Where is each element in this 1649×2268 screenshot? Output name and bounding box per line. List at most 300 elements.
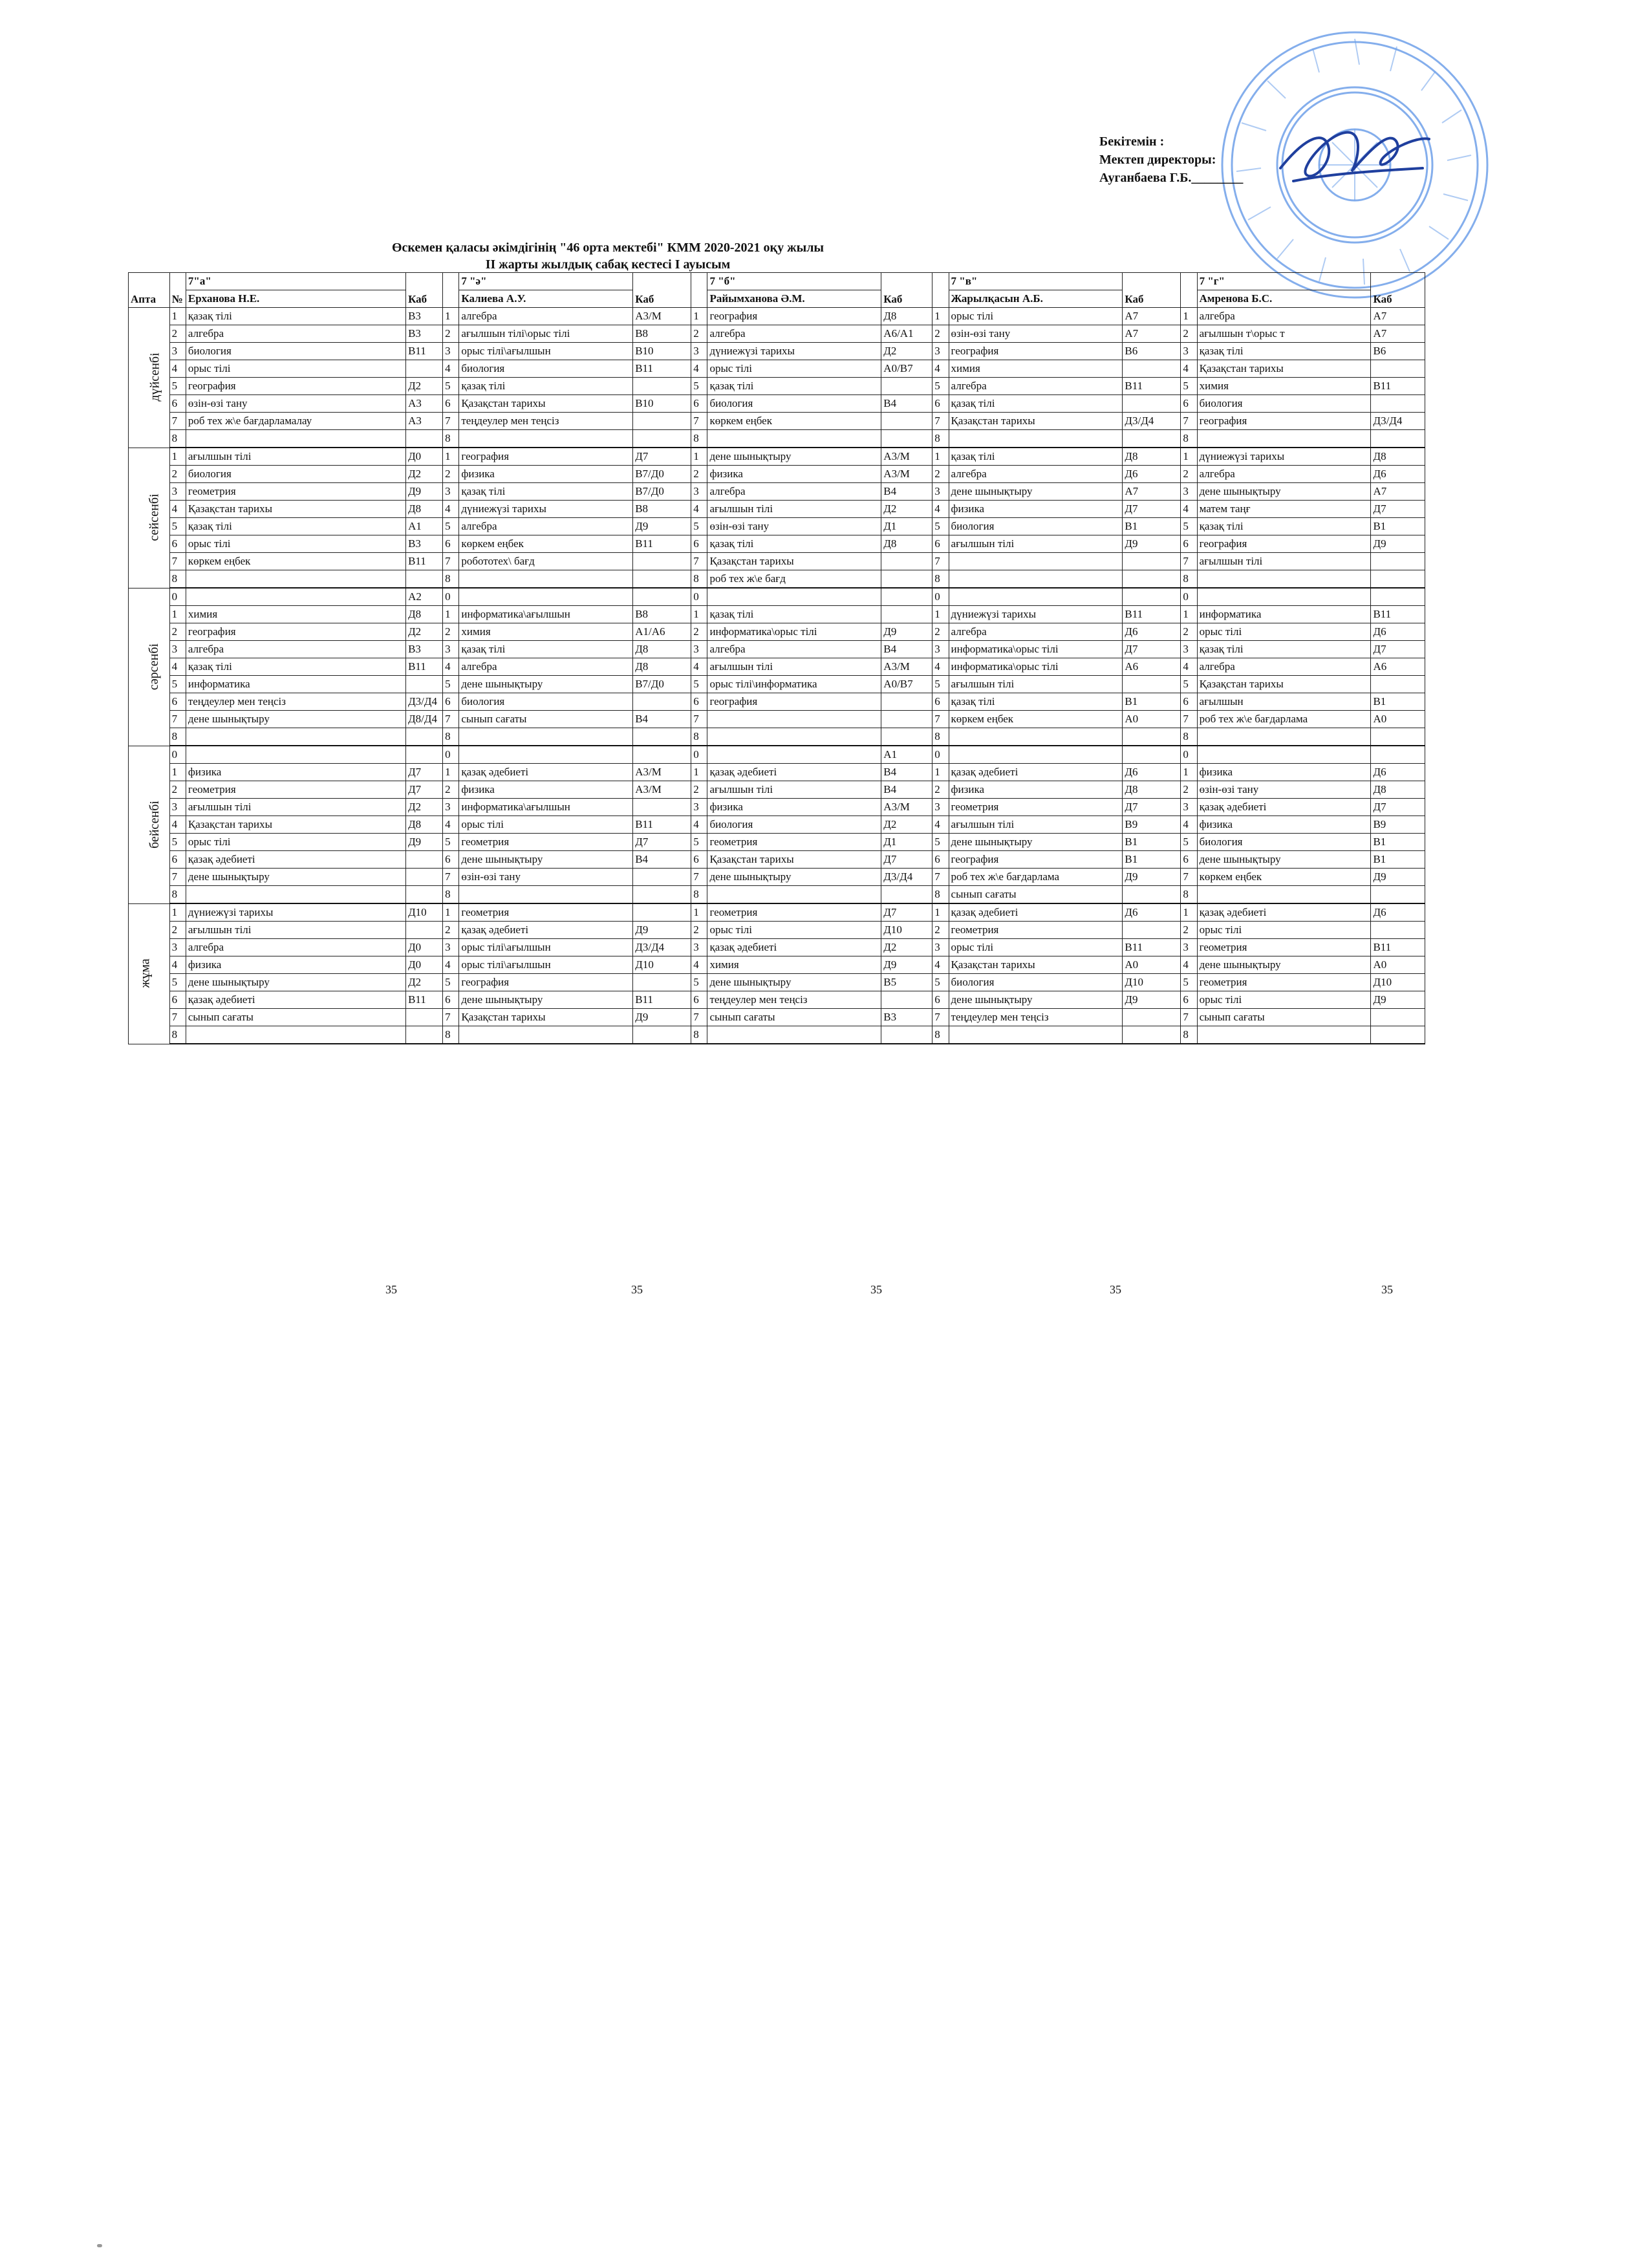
subject-cell: дене шынықтыру (1197, 483, 1371, 501)
room-cell: Д2 (881, 343, 932, 360)
approval-line-2: Мектеп директоры: (1099, 153, 1216, 167)
lesson-number: 1 (932, 308, 949, 325)
lesson-number: 7 (1181, 1009, 1197, 1026)
lesson-number: 0 (932, 746, 949, 764)
subject-cell: сынып сағаты (949, 886, 1123, 904)
subject-cell: өзін-өзі тану (186, 395, 405, 413)
subject-cell: физика (949, 501, 1123, 518)
subject-cell: қазақ әдебиеті (707, 764, 881, 781)
subject-cell: теңдеулер мен теңсіз (186, 693, 405, 711)
subject-cell: сынып сағаты (186, 1009, 405, 1026)
room-cell: В4 (881, 764, 932, 781)
room-column-header: Каб (406, 273, 443, 308)
lesson-number: 5 (169, 974, 186, 991)
lesson-number: 2 (691, 781, 707, 799)
lesson-number: 6 (691, 991, 707, 1009)
room-cell (633, 588, 691, 606)
room-cell: В7/Д0 (633, 676, 691, 693)
table-row (129, 781, 1425, 799)
room-cell: Д10 (1371, 974, 1425, 991)
lesson-number: 0 (443, 588, 459, 606)
room-cell (406, 886, 443, 904)
lesson-number: 1 (1181, 764, 1197, 781)
subject-cell: қазақ әдебиеті (186, 991, 405, 1009)
room-cell: Д10 (406, 903, 443, 922)
room-cell: В3 (881, 1009, 932, 1026)
room-cell: В4 (881, 641, 932, 658)
lesson-number: 2 (932, 623, 949, 641)
subject-cell: информатика (1197, 606, 1371, 623)
lesson-number: 6 (1181, 395, 1197, 413)
subject-cell: матем таңғ (1197, 501, 1371, 518)
subject-cell: орыс тілі\информатика (707, 676, 881, 693)
room-cell (633, 728, 691, 746)
subject-cell: теңдеулер мен теңсіз (459, 413, 633, 430)
room-cell (633, 570, 691, 589)
table-row (129, 325, 1425, 343)
room-cell (406, 1026, 443, 1044)
total-7g: 35 (1381, 1283, 1393, 1296)
room-cell: Д0 (406, 448, 443, 466)
lesson-number: 1 (1181, 606, 1197, 623)
room-cell: В4 (881, 395, 932, 413)
subject-cell: ағылшын тілі (1197, 553, 1371, 570)
lesson-number: 4 (932, 816, 949, 834)
subject-cell: қазақ әдебиеті (949, 903, 1123, 922)
room-cell: Д6 (1123, 466, 1181, 483)
lesson-number: 2 (443, 466, 459, 483)
lesson-number: 5 (932, 834, 949, 851)
lesson-number: 5 (691, 834, 707, 851)
lesson-number: 6 (932, 693, 949, 711)
lesson-number: 3 (691, 799, 707, 816)
subject-cell: алгебра (459, 308, 633, 325)
lesson-number-header (443, 273, 459, 308)
room-cell: В8 (633, 325, 691, 343)
subject-cell: география (707, 308, 881, 325)
subject-cell: ағылшын тілі (949, 676, 1123, 693)
room-cell (881, 413, 932, 430)
subject-cell: орыс тілі (186, 535, 405, 553)
class-name-header: 7 "б" (707, 273, 881, 290)
subject-cell: химия (949, 360, 1123, 378)
lesson-number: 1 (443, 448, 459, 466)
table-row (129, 535, 1425, 553)
lesson-number: 1 (169, 903, 186, 922)
subject-cell: орыс тілі (949, 308, 1123, 325)
lesson-number: 3 (691, 641, 707, 658)
lesson-number: 0 (443, 746, 459, 764)
lesson-number: 7 (443, 1009, 459, 1026)
room-cell: Д9 (1123, 869, 1181, 886)
lesson-number: 7 (169, 1009, 186, 1026)
lesson-number: 8 (1181, 886, 1197, 904)
room-cell: А7 (1371, 483, 1425, 501)
lesson-number: 7 (443, 413, 459, 430)
lesson-number: 3 (169, 483, 186, 501)
room-cell: А0 (1123, 711, 1181, 728)
subject-cell: геометрия (949, 922, 1123, 939)
table-row (129, 834, 1425, 851)
lesson-number: 6 (443, 851, 459, 869)
room-cell: Д8 (633, 641, 691, 658)
room-cell: А0 (1123, 956, 1181, 974)
room-cell: Д8 (633, 658, 691, 676)
subject-cell: география (186, 378, 405, 395)
room-cell: Д7 (633, 448, 691, 466)
table-row (129, 693, 1425, 711)
lesson-number: 4 (169, 816, 186, 834)
room-cell (1123, 922, 1181, 939)
lesson-number: 2 (169, 781, 186, 799)
room-cell: В11 (1371, 939, 1425, 956)
subject-cell: физика (707, 799, 881, 816)
subject-cell: қазақ тілі (459, 641, 633, 658)
subject-cell: қазақ тілі (459, 483, 633, 501)
subject-cell: география (459, 448, 633, 466)
room-column-header: Каб (881, 273, 932, 308)
lesson-number: 6 (691, 395, 707, 413)
lesson-number: 7 (691, 553, 707, 570)
subject-cell: дене шынықтыру (1197, 851, 1371, 869)
subject-cell: алгебра (707, 325, 881, 343)
room-cell: В5 (881, 974, 932, 991)
subject-cell: биология (707, 816, 881, 834)
lesson-number: 7 (691, 711, 707, 728)
subject-cell: Қазақстан тарихы (1197, 676, 1371, 693)
room-cell: В1 (1123, 851, 1181, 869)
room-cell: В3 (406, 308, 443, 325)
lesson-number: 4 (443, 956, 459, 974)
subject-cell: дене шынықтыру (186, 711, 405, 728)
room-cell: В3 (406, 535, 443, 553)
lesson-number: 3 (691, 939, 707, 956)
lesson-number: 3 (691, 483, 707, 501)
room-cell: Д3/Д4 (881, 869, 932, 886)
lesson-number: 1 (691, 308, 707, 325)
room-cell: Д9 (406, 483, 443, 501)
lesson-number: 8 (1181, 570, 1197, 589)
room-cell: Д6 (1371, 903, 1425, 922)
lesson-number: 3 (932, 939, 949, 956)
room-cell: Д9 (881, 956, 932, 974)
subject-cell: қазақ әдебиеті (1197, 903, 1371, 922)
lesson-number: 5 (169, 378, 186, 395)
subject-cell: қазақ тілі (707, 606, 881, 623)
room-cell: Д7 (881, 851, 932, 869)
lesson-number: 2 (691, 623, 707, 641)
room-cell: А7 (1123, 308, 1181, 325)
lesson-number: 7 (443, 869, 459, 886)
room-cell: Д7 (1371, 799, 1425, 816)
subject-cell: алгебра (459, 658, 633, 676)
subject-cell: ағылшын тілі (949, 816, 1123, 834)
lesson-number: 8 (932, 728, 949, 746)
room-cell: А0 (1371, 956, 1425, 974)
lesson-number: 0 (691, 588, 707, 606)
class-name-header: 7 "г" (1197, 273, 1371, 290)
room-cell (881, 886, 932, 904)
room-cell: В1 (1371, 693, 1425, 711)
lesson-number: 8 (691, 430, 707, 448)
subject-cell: орыс тілі\ағылшын (459, 343, 633, 360)
lesson-number: 0 (932, 588, 949, 606)
room-cell (881, 570, 932, 589)
subject-cell: Қазақстан тарихы (186, 501, 405, 518)
subject-cell: ағылшын т\орыс т (1197, 325, 1371, 343)
lesson-number: 3 (932, 483, 949, 501)
room-cell: Д9 (633, 518, 691, 535)
table-row (129, 483, 1425, 501)
lesson-number: 6 (169, 395, 186, 413)
table-row (129, 395, 1425, 413)
room-cell: Д3/Д4 (1123, 413, 1181, 430)
room-cell: В6 (1123, 343, 1181, 360)
subject-cell: Қазақстан тарихы (949, 956, 1123, 974)
lesson-number: 5 (169, 834, 186, 851)
lesson-number: 7 (932, 869, 949, 886)
room-cell: В8 (633, 501, 691, 518)
subject-cell: қазақ тілі (186, 518, 405, 535)
approval-block (1099, 133, 1243, 187)
room-cell (1123, 588, 1181, 606)
subject-cell: алгебра (1197, 658, 1371, 676)
subject-cell: сынып сағаты (707, 1009, 881, 1026)
lesson-number: 8 (932, 886, 949, 904)
table-row (129, 816, 1425, 834)
subject-cell: физика (186, 764, 405, 781)
total-7ae: 35 (631, 1283, 643, 1296)
lesson-number: 8 (443, 1026, 459, 1044)
room-cell: А3 (406, 395, 443, 413)
lesson-number: 7 (932, 711, 949, 728)
lesson-number: 6 (443, 693, 459, 711)
lesson-number: 5 (443, 518, 459, 535)
lesson-number: 7 (691, 869, 707, 886)
subject-cell: дене шынықтыру (707, 869, 881, 886)
lesson-number: 2 (691, 466, 707, 483)
lesson-number: 8 (169, 886, 186, 904)
subject-cell: биология (949, 974, 1123, 991)
subject-cell: орыс тілі (186, 360, 405, 378)
room-cell: Д2 (406, 799, 443, 816)
room-cell: В11 (406, 991, 443, 1009)
table-row (129, 430, 1425, 448)
subject-cell: дене шынықтыру (707, 448, 881, 466)
subject-cell (459, 1026, 633, 1044)
lesson-number: 0 (1181, 746, 1197, 764)
lesson-number: 6 (443, 535, 459, 553)
subject-cell: информатика\орыс тілі (707, 623, 881, 641)
room-cell (1371, 728, 1425, 746)
subject-cell: алгебра (707, 483, 881, 501)
director-name: Ауганбаева Г.Б. (1099, 171, 1192, 185)
lesson-number: 3 (932, 343, 949, 360)
lesson-number: 5 (1181, 676, 1197, 693)
subject-cell: физика (186, 956, 405, 974)
room-cell: В11 (633, 816, 691, 834)
lesson-number: 5 (169, 518, 186, 535)
room-cell (1123, 886, 1181, 904)
lesson-number-header (691, 273, 707, 308)
room-cell: В9 (1123, 816, 1181, 834)
lesson-number: 6 (443, 991, 459, 1009)
subject-cell: дене шынықтыру (949, 483, 1123, 501)
lesson-number: 1 (932, 448, 949, 466)
class-name-header: 7 "в" (949, 273, 1123, 290)
lesson-number: 7 (1181, 711, 1197, 728)
subject-cell: биология (186, 466, 405, 483)
subject-cell: орыс тілі (1197, 991, 1371, 1009)
lesson-number: 2 (1181, 325, 1197, 343)
room-cell (633, 693, 691, 711)
room-cell: Д7 (406, 781, 443, 799)
room-cell: Д9 (881, 623, 932, 641)
lesson-number: 3 (169, 641, 186, 658)
room-cell: В9 (1371, 816, 1425, 834)
room-cell (406, 1009, 443, 1026)
subject-cell (186, 570, 405, 589)
subject-cell: өзін-өзі тану (459, 869, 633, 886)
lesson-number: 2 (169, 325, 186, 343)
subject-cell (707, 430, 881, 448)
lesson-number: 1 (443, 308, 459, 325)
subject-cell: дене шынықтыру (459, 851, 633, 869)
room-cell: Д8/Д4 (406, 711, 443, 728)
lesson-number: 7 (691, 1009, 707, 1026)
lesson-number: 2 (169, 466, 186, 483)
room-cell (1371, 746, 1425, 764)
lesson-number: 1 (691, 764, 707, 781)
room-cell: В1 (1371, 834, 1425, 851)
lesson-number: 4 (932, 501, 949, 518)
subject-cell (459, 746, 633, 764)
room-cell: Д7 (406, 764, 443, 781)
room-cell: А0/В7 (881, 360, 932, 378)
weekday-label: бейсенбі (147, 800, 162, 848)
lesson-number: 3 (169, 939, 186, 956)
room-cell: А3/М (881, 466, 932, 483)
room-cell (1371, 570, 1425, 589)
subject-cell: химия (1197, 378, 1371, 395)
subject-cell: информатика\ағылшын (459, 799, 633, 816)
lesson-number: 6 (932, 991, 949, 1009)
subject-cell (707, 728, 881, 746)
lesson-number: 2 (1181, 781, 1197, 799)
lesson-number: 2 (932, 466, 949, 483)
subject-cell: дүниежүзі тарихы (459, 501, 633, 518)
room-cell: Д3/Д4 (406, 693, 443, 711)
subject-cell: роб тех ж\е бағд (707, 570, 881, 589)
lesson-number: 4 (1181, 816, 1197, 834)
subject-cell: география (707, 693, 881, 711)
weekday-label: дүйсенбі (147, 352, 162, 402)
subject-cell: дене шынықтыру (1197, 956, 1371, 974)
lesson-number: 1 (1181, 308, 1197, 325)
class-teacher-header: Райымханова Ә.М. (707, 290, 881, 308)
room-cell: А3/М (881, 658, 932, 676)
subject-cell: орыс тілі (1197, 623, 1371, 641)
lesson-number: 1 (932, 903, 949, 922)
room-cell: А1/А6 (633, 623, 691, 641)
lesson-number: 8 (1181, 430, 1197, 448)
room-cell (406, 746, 443, 764)
room-cell (881, 693, 932, 711)
class-name-header: 7 "ә" (459, 273, 633, 290)
subject-cell: ағылшын тілі\орыс тілі (459, 325, 633, 343)
subject-cell (186, 746, 405, 764)
room-cell: В11 (633, 360, 691, 378)
room-cell (633, 378, 691, 395)
subject-cell: қазақ әдебиеті (1197, 799, 1371, 816)
room-cell: Д7 (1123, 641, 1181, 658)
subject-cell: роб тех ж\е бағдарламалау (186, 413, 405, 430)
lesson-number: 7 (1181, 553, 1197, 570)
room-cell: В11 (1123, 378, 1181, 395)
lesson-number: 2 (169, 623, 186, 641)
table-row (129, 799, 1425, 816)
room-cell: А7 (1123, 483, 1181, 501)
lesson-number: 5 (1181, 974, 1197, 991)
room-cell: Д1 (881, 518, 932, 535)
room-cell (633, 1026, 691, 1044)
table-row (129, 658, 1425, 676)
signature-underline: ________ (1191, 171, 1244, 185)
room-cell (1371, 588, 1425, 606)
lesson-number: 0 (169, 746, 186, 764)
lesson-number: 7 (169, 553, 186, 570)
lesson-number: 2 (169, 922, 186, 939)
lesson-number: 5 (1181, 834, 1197, 851)
lesson-number: 4 (443, 816, 459, 834)
table-row (129, 308, 1425, 325)
room-cell (881, 378, 932, 395)
subject-cell: көркем еңбек (949, 711, 1123, 728)
lesson-number: 5 (443, 974, 459, 991)
lesson-number: 2 (443, 325, 459, 343)
lesson-number: 8 (443, 570, 459, 589)
lesson-number: 6 (1181, 991, 1197, 1009)
room-cell: В3 (406, 641, 443, 658)
lesson-number: 8 (1181, 1026, 1197, 1044)
subject-cell: физика (707, 466, 881, 483)
subject-cell: информатика\орыс тілі (949, 641, 1123, 658)
room-cell (1123, 395, 1181, 413)
room-cell: Д2 (406, 623, 443, 641)
table-row (129, 939, 1425, 956)
subject-cell: алгебра (186, 641, 405, 658)
table-row (129, 360, 1425, 378)
subject-cell (186, 430, 405, 448)
lesson-number: 3 (1181, 799, 1197, 816)
subject-cell: қазақ тілі (1197, 518, 1371, 535)
subject-cell: сынып сағаты (1197, 1009, 1371, 1026)
subject-cell: дене шынықтыру (949, 991, 1123, 1009)
table-row (129, 991, 1425, 1009)
lesson-number: 8 (932, 570, 949, 589)
room-cell (1123, 1026, 1181, 1044)
room-cell (881, 991, 932, 1009)
room-cell (881, 588, 932, 606)
lesson-number: 8 (169, 570, 186, 589)
room-cell: Д9 (1371, 535, 1425, 553)
subject-cell (949, 570, 1123, 589)
subject-cell: орыс тілі (1197, 922, 1371, 939)
room-cell: В11 (633, 535, 691, 553)
class-teacher-header: Калиева А.У. (459, 290, 633, 308)
room-cell (881, 553, 932, 570)
room-cell (1371, 1026, 1425, 1044)
